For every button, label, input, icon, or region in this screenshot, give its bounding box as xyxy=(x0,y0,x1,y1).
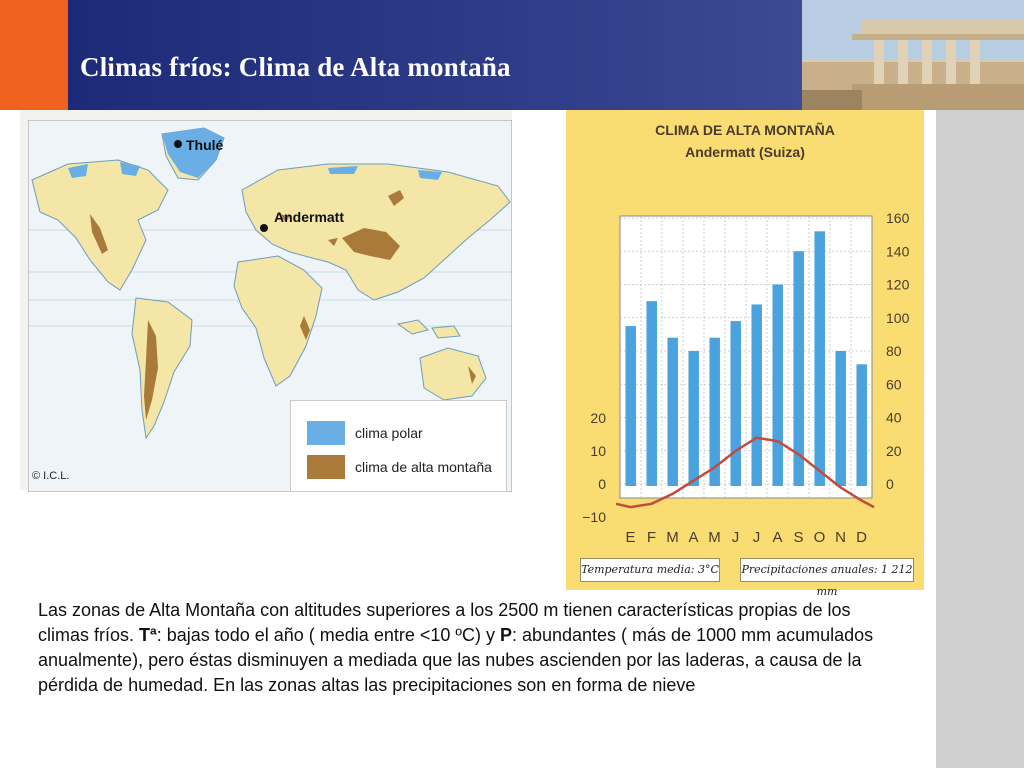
right-axis-tick-label: 0 xyxy=(886,476,894,492)
orange-accent-block xyxy=(0,0,68,110)
right-axis-tick-label: 20 xyxy=(886,442,902,459)
month-tick-label: A xyxy=(772,529,783,546)
month-tick-label: M xyxy=(708,529,721,546)
slide-title: Climas fríos: Clima de Alta montaña xyxy=(80,52,511,82)
chart-footer-precipitation: Precipitaciones anuales: 1 212 mm xyxy=(740,558,914,582)
month-tick-label: O xyxy=(813,529,826,546)
legend-swatch-alta-montana xyxy=(307,455,345,479)
month-tick-label: M xyxy=(666,529,679,546)
body-text-run: : abundantes ( más de 1000 mm acumulados anualmente), pero éstas disminuyen a mediada que las nubes ascienden por las laderas, a causa de la pérdida de humedad. En las zonas altas las precipitaciones son en forma de nieve xyxy=(38,625,874,695)
legend-label-polar: clima polar xyxy=(355,425,423,441)
andermatt-label: Andermatt xyxy=(274,209,345,225)
precipitation-bar xyxy=(646,301,657,486)
precipitation-bar xyxy=(835,351,846,486)
precipitation-bar xyxy=(730,321,741,486)
chart-footer-temperature: Temperatura media: 3°C xyxy=(580,558,720,582)
body-text xyxy=(38,598,898,698)
body-text-run: Las zonas de Alta Montaña con altitudes superiores a los 2500 m tienen características propias de los climas fríos. xyxy=(38,600,851,645)
right-axis-tick-label: 40 xyxy=(886,409,902,426)
left-axis-tick-label: 20 xyxy=(590,410,606,426)
month-tick-label: A xyxy=(688,529,699,546)
precipitation-bar xyxy=(625,326,636,486)
month-tick-label: J xyxy=(731,529,740,546)
month-tick-label: J xyxy=(752,529,761,546)
left-axis-tick-label: −10 xyxy=(582,509,606,525)
right-axis-tick-label: 140 xyxy=(886,243,910,260)
precipitation-bar xyxy=(688,351,698,486)
month-tick-label: D xyxy=(856,529,867,546)
left-axis-tick-label: 0 xyxy=(598,476,606,492)
legend-label-alta-montana: clima de alta montaña xyxy=(355,459,492,475)
body-text-bold: Tª xyxy=(139,625,157,645)
month-tick-label: F xyxy=(646,529,657,546)
legend-item-polar xyxy=(307,421,423,445)
precipitation-bar xyxy=(814,231,825,486)
month-tick-label: N xyxy=(835,529,846,546)
right-axis-tick-label: 160 xyxy=(886,210,910,226)
right-axis-tick-label: 100 xyxy=(886,309,910,326)
month-tick-label: E xyxy=(625,529,636,546)
right-axis-tick-label: 60 xyxy=(886,376,902,393)
precipitation-bar xyxy=(667,338,678,486)
body-text-run: : bajas todo el año ( media entre <10 ºC) y xyxy=(156,625,500,645)
left-axis-tick-label: 10 xyxy=(590,443,606,459)
map-legend xyxy=(290,400,507,492)
body-text-bold: P xyxy=(499,625,512,645)
legend-swatch-polar xyxy=(307,421,345,445)
map-copyright: © I.C.L. xyxy=(32,470,70,482)
climate-chart xyxy=(566,110,924,590)
right-gray-strip xyxy=(936,110,1024,768)
legend-item-alta-montana xyxy=(307,455,492,479)
acropolis-photo xyxy=(802,0,1024,110)
right-axis-tick-label: 120 xyxy=(886,276,910,293)
right-axis-tick-label: 80 xyxy=(886,343,902,359)
chart-subtitle: Andermatt (Suiza) xyxy=(685,144,805,160)
precipitation-bar xyxy=(772,285,783,487)
precipitation-bar xyxy=(751,304,762,486)
month-tick-label: S xyxy=(793,529,804,546)
precipitation-bar xyxy=(856,364,867,486)
thule-label: Thulé xyxy=(186,137,224,153)
climate-chart-panel xyxy=(566,110,924,598)
chart-title: CLIMA DE ALTA MONTAÑA xyxy=(655,122,835,138)
